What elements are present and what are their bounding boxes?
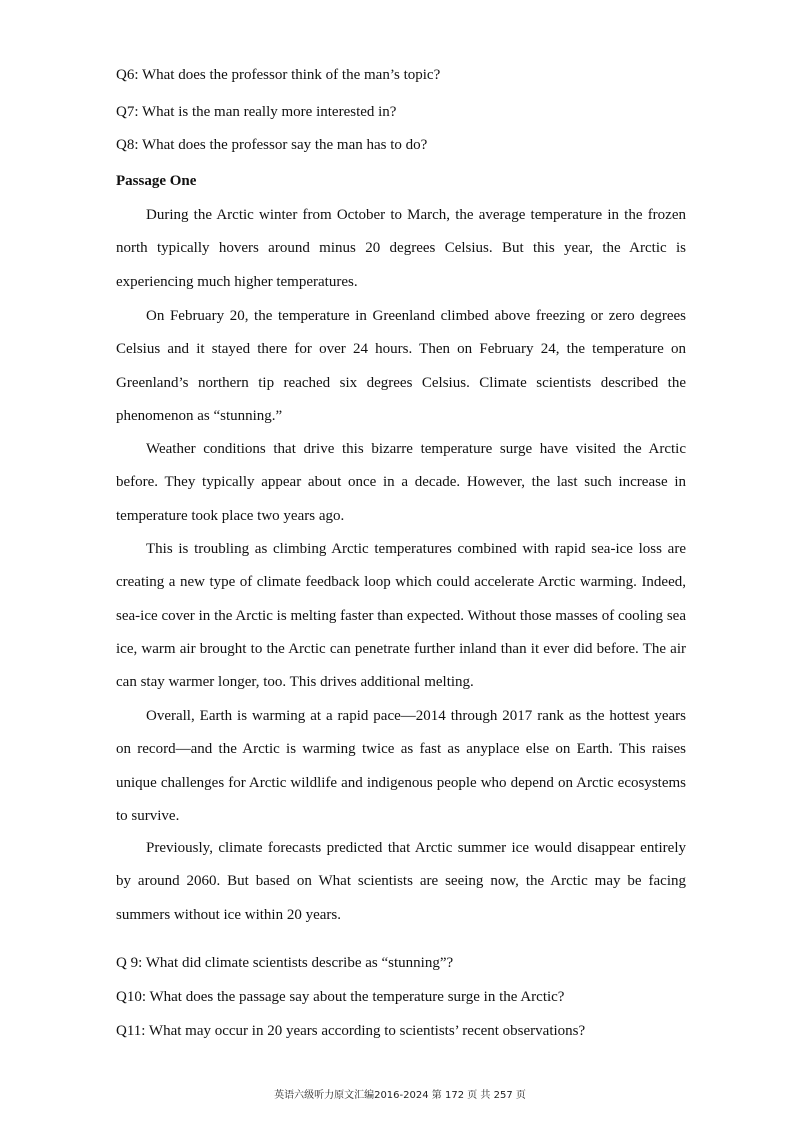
question-q6: Q6: What does the professor think of the man’s topic?: [116, 67, 441, 83]
page-footer: [0, 1086, 800, 1101]
footer-current-page: 172: [444, 1090, 465, 1101]
footer-page-mid: 页 共: [467, 1090, 491, 1101]
footer-total-pages: 257: [493, 1090, 513, 1101]
question-q10: Q10: What does the passage say about the temperature surge in the Arctic?: [116, 989, 565, 1005]
passage-paragraph-5: Overall, Earth is warming at a rapid pace—2014 through 2017 rank as the hottest years on record—and the Arctic is warming twice as fast as anyplace else on Earth. This raises unique challenges for Arctic wildlife and indigenous people who depend on Arctic ecosystems to survive.: [116, 708, 686, 824]
passage-paragraph-6: Previously, climate forecasts predicted that Arctic summer ice would disappear entirely by around 2060. But based on What scientists are seeing now, the Arctic may be facing summers without ice within 20 years.: [116, 840, 686, 923]
passage-paragraph-1: During the Arctic winter from October to March, the average temperature in the frozen north typically hovers around minus 20 degrees Celsius. But this year, the Arctic is experiencing much higher temperatures.: [116, 207, 686, 290]
question-q7: Q7: What is the man really more interested in?: [116, 104, 397, 120]
passage-title: Passage One: [116, 173, 197, 189]
footer-book-title: 英语六级听力原文汇编2016-2024: [274, 1090, 429, 1101]
passage-paragraph-4: This is troubling as climbing Arctic temperatures combined with rapid sea-ice loss are creating a new type of climate feedback loop which could accelerate Arctic warming. Indeed, sea-ice cover in the Arctic is melting faster than expected. Without those masses of cooling sea ice, warm air brought to the Arctic can penetrate further inland than it ever did before. The air can stay warmer longer, too. This drives additional melting.: [116, 541, 686, 691]
passage-paragraph-2: On February 20, the temperature in Greenland climbed above freezing or zero degrees Celsius and it stayed there for over 24 hours. Then on February 24, the temperature on Greenland’s northern tip reached six degrees Celsius. Climate scientists described the phenomenon as “stunning.”: [116, 308, 686, 424]
question-q11: Q11: What may occur in 20 years according to scientists’ recent observations?: [116, 1023, 586, 1039]
footer-page-suffix: 页: [515, 1090, 526, 1101]
footer-page-prefix: 第: [431, 1090, 442, 1101]
passage-paragraph-3: Weather conditions that drive this bizarre temperature surge have visited the Arctic before. They typically appear about once in a decade. However, the last such increase in temperature took place two years ago.: [116, 441, 686, 524]
question-q8: Q8: What does the professor say the man has to do?: [116, 137, 428, 153]
question-q9: Q 9: What did climate scientists describe as “stunning”?: [116, 955, 454, 971]
